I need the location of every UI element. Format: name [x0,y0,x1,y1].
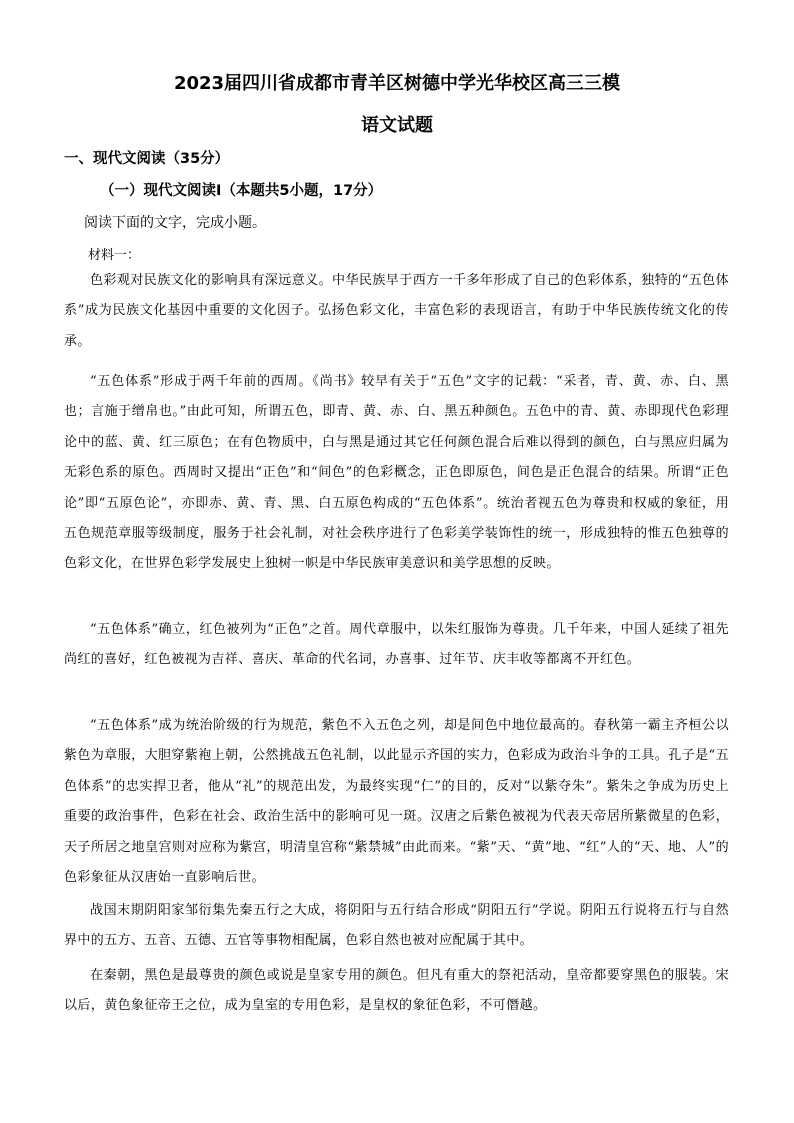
paragraph-2: “五色体系”形成于两千年前的西周。《尚书》较早有关于“五色”文字的记载：“采者，青、黄、赤、白、黑也；言施于缯帛也。”由此可知，所谓五色，即青、黄、赤、白、黑五种颜色。五色中的青、黄、赤即现代色彩理论中的蓝、黄、红三原色；在有色物质中，白与黑是通过其它任何颜色混合后难以得到的颜色，白与黑应归属为无彩色系的原色。西周时又提出“正色”和“间色”的色彩概念，正色即原色，间色是正色混合的结果。所谓“正色论”即“五原色论”，亦即赤、黄、青、黑、白五原色构成的“五色体系”。统治者视五色为尊贵和权威的象征，用五色规范章服等级制度，服务于社会礼制，对社会秩序进行了色彩美学装饰性的统一，形成独特的惟五色独尊的色彩文化，在世界色彩学发展史上独树一帜是中华民族审美意识和美学思想的反映。 [64,374,729,572]
paragraph-3: “五色体系”确立，红色被列为“正色”之首。周代章服中，以朱红服饰为尊贵。几千年来，中国人延续了祖先尚红的喜好，红色被视为吉祥、喜庆、革命的代名词，办喜事、过年节、庆丰收等都离不开红色。 [64,622,729,668]
document-title: 2023届四川省成都市青羊区树德中学光华校区高三三模 [173,73,621,94]
reading-instruction: 阅读下面的文字，完成小题。 [84,215,266,231]
section-heading: 一、现代文阅读（35分） [64,151,230,167]
paragraph-1: 色彩观对民族文化的影响具有深远意义。中华民族早于西方一千多年形成了自己的色彩体系，独特的“五色体系”成为民族文化基因中重要的文化因子。弘扬色彩文化，丰富色彩的表现语言，有助于中华民族传统文化的传承。 [64,273,729,349]
subsection-heading: （一）现代文阅读Ⅰ（本题共5小题，17分） [100,183,383,199]
material-label: 材料一： [88,248,141,263]
paragraph-4: “五色体系”成为统治阶级的行为规范，紫色不入五色之列，却是间色中地位最高的。春秋第一霸主齐桓公以紫色为章服，大胆穿紫袍上朝，公然挑战五色礼制，以此显示齐国的实力，色彩成为政治斗争的工具。孔子是“五色体系”的忠实捍卫者，他从“礼”的规范出发，为最终实现“仁”的目的，反对“以紫夺朱”。紫朱之争成为历史上重要的政治事件，色彩在社会、政治生活中的影响可见一斑。汉唐之后紫色被视为代表天帝居所紫微星的色彩，天子所居之地皇宫则对应称为紫宫，明清皇宫称“紫禁城”由此而来。“紫”天、“黄”地、“红”人的“天、地、人”的色彩象征从汉唐始一直影响后世。 [64,718,729,886]
paragraph-6: 在秦朝，黑色是最尊贵的颜色或说是皇家专用的颜色。但凡有重大的祭祀活动，皇帝都要穿黑色的服装。宋以后，黄色象征帝王之位，成为皇室的专用色彩，是皇权的象征色彩，不可僭越。 [64,968,729,1014]
document-subtitle: 语文试题 [361,115,433,136]
paragraph-5: 战国末期阴阳家邹衍集先秦五行之大成，将阴阳与五行结合形成“阴阳五行”学说。阴阳五行说将五行与自然界中的五方、五音、五德、五官等事物相配属，色彩自然也被对应配属于其中。 [64,903,729,949]
